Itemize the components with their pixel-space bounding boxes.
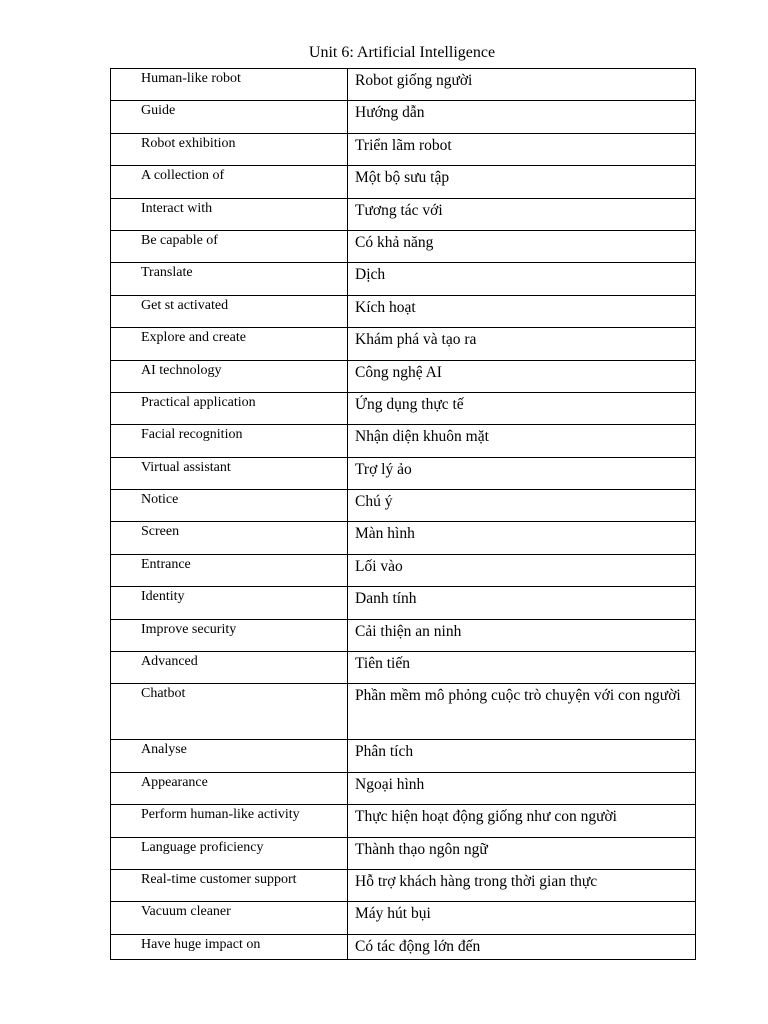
table-row: [111, 587, 696, 619]
english-term: Notice: [111, 490, 348, 522]
table-row: [111, 902, 696, 934]
table-row: [111, 490, 696, 522]
table-row: [111, 772, 696, 804]
english-term: Appearance: [111, 772, 348, 804]
vietnamese-meaning: Danh tính: [348, 587, 696, 619]
english-term: Real-time customer support: [111, 869, 348, 901]
vietnamese-meaning: Hướng dẫn: [348, 101, 696, 133]
table-row: [111, 295, 696, 327]
english-term: Chatbot: [111, 684, 348, 740]
table-row: [111, 360, 696, 392]
table-row: [111, 198, 696, 230]
english-term: Robot exhibition: [111, 133, 348, 165]
table-row: [111, 230, 696, 262]
vietnamese-meaning: Ngoại hình: [348, 772, 696, 804]
english-term: Have huge impact on: [111, 934, 348, 959]
vietnamese-meaning: Có khả năng: [348, 230, 696, 262]
english-term: Perform human-like activity: [111, 805, 348, 837]
vietnamese-meaning: Dịch: [348, 263, 696, 295]
vietnamese-meaning: Có tác động lớn đến: [348, 934, 696, 959]
table-row: [111, 869, 696, 901]
vietnamese-meaning: Nhận diện khuôn mặt: [348, 425, 696, 457]
table-row: [111, 652, 696, 684]
vietnamese-meaning: Chú ý: [348, 490, 696, 522]
table-row: [111, 934, 696, 959]
english-term: Identity: [111, 587, 348, 619]
table-row: [111, 328, 696, 360]
english-term: Entrance: [111, 554, 348, 586]
vietnamese-meaning: Công nghệ AI: [348, 360, 696, 392]
vietnamese-meaning: Kích hoạt: [348, 295, 696, 327]
table-row: [111, 392, 696, 424]
page-title: Unit 6: Artificial Intelligence: [308, 44, 496, 61]
english-term: Practical application: [111, 392, 348, 424]
vietnamese-meaning: Một bộ sưu tập: [348, 166, 696, 198]
vietnamese-meaning: Triển lãm robot: [348, 133, 696, 165]
table-row: [111, 457, 696, 489]
vietnamese-meaning: Màn hình: [348, 522, 696, 554]
table-row: [111, 837, 696, 869]
vietnamese-meaning: Cải thiện an ninh: [348, 619, 696, 651]
vietnamese-meaning: Tiên tiến: [348, 652, 696, 684]
english-term: Virtual assistant: [111, 457, 348, 489]
vietnamese-meaning: Lối vào: [348, 554, 696, 586]
english-term: Interact with: [111, 198, 348, 230]
vietnamese-meaning: Phân tích: [348, 740, 696, 772]
english-term: Be capable of: [111, 230, 348, 262]
english-term: Screen: [111, 522, 348, 554]
english-term: Translate: [111, 263, 348, 295]
english-term: Language proficiency: [111, 837, 348, 869]
table-row: [111, 805, 696, 837]
english-term: Vacuum cleaner: [111, 902, 348, 934]
vietnamese-meaning: Tương tác với: [348, 198, 696, 230]
table-row: [111, 166, 696, 198]
english-term: Analyse: [111, 740, 348, 772]
table-row: [111, 684, 696, 740]
vietnamese-meaning: Phần mềm mô phỏng cuộc trò chuyện với con người: [348, 684, 696, 740]
vietnamese-meaning: Khám phá và tạo ra: [348, 328, 696, 360]
vietnamese-meaning: Máy hút bụi: [348, 902, 696, 934]
english-term: Improve security: [111, 619, 348, 651]
english-term: Guide: [111, 101, 348, 133]
english-term: Facial recognition: [111, 425, 348, 457]
english-term: Explore and create: [111, 328, 348, 360]
english-term: Advanced: [111, 652, 348, 684]
vietnamese-meaning: Trợ lý ảo: [348, 457, 696, 489]
vietnamese-meaning: Thực hiện hoạt động giống như con người: [348, 805, 696, 837]
vocabulary-table: [110, 68, 696, 960]
table-row: [111, 619, 696, 651]
table-row: [111, 263, 696, 295]
table-row: [111, 133, 696, 165]
english-term: AI technology: [111, 360, 348, 392]
table-row: [111, 425, 696, 457]
table-row: [111, 101, 696, 133]
table-row: [111, 554, 696, 586]
vietnamese-meaning: Thành thạo ngôn ngữ: [348, 837, 696, 869]
table-row: [111, 740, 696, 772]
vietnamese-meaning: Robot giống người: [348, 69, 696, 101]
vietnamese-meaning: Hỗ trợ khách hàng trong thời gian thực: [348, 869, 696, 901]
english-term: A collection of: [111, 166, 348, 198]
vietnamese-meaning: Ứng dụng thực tế: [348, 392, 696, 424]
english-term: Human-like robot: [111, 69, 348, 101]
table-row: [111, 69, 696, 101]
english-term: Get st activated: [111, 295, 348, 327]
table-row: [111, 522, 696, 554]
